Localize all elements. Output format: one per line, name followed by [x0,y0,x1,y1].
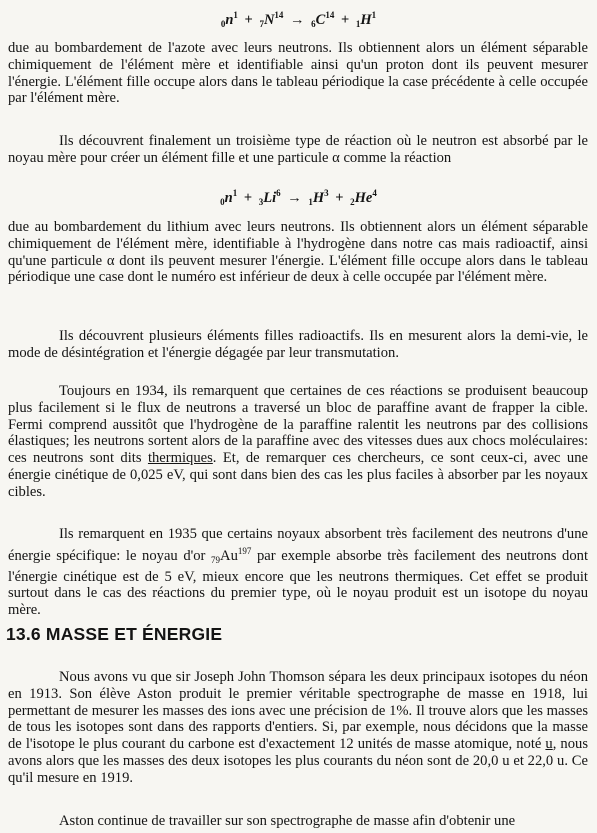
mass-spectrograph-text-end: , nous avons alors que les masses des deux isotopes les plus courants du néon sont de 20,0 u et 22,0 u. Ce qu'il mesure en 1919. [8,736,588,786]
mass-spectrograph-text-start: Nous avons vu que sir Joseph John Thomson sépara les deux principaux isotopes du néon en 1913. Son élève Aston produit le premier véritable spectrographe de masse en 1918, lui permettant de mesurer les masses des ions avec une précision de 1%. Il trouve alors que les masses de tous les isotopes sont dans des rapports d'entiers. Si, par exemple, nous décidons que la masse de l'isotope le plus courant du carbone est d'exactement 12 unités de masse atomique, noté [8,669,588,753]
paragraph-third-reaction-type [8,133,588,167]
gold-mass-number: 197 [237,545,252,556]
paragraph-nitrogen-bombardment: due au bombardement de l'azote avec leurs neutrons. Ils obtiennent alors un élément séparable chimiquement de l'élément mère et identifiable ainsi qu'un proton dont ils peuvent mesurer l'énergie. L'élément fille occupe alors dans le tableau périodique la case précédente à celle occupée par l'élément mère. [8,40,588,107]
eq2-term2-sup: 6 [276,188,281,198]
eq1-term2-prefix: 7 [259,19,264,29]
eq2-plus-1: + [243,190,253,206]
eq1-term1-sup: 1 [233,10,238,20]
eq2-term3-sup: 3 [324,188,329,198]
eq1-term4-prefix: 1 [355,19,361,29]
eq2-plus-2: + [335,190,344,206]
gold-symbol: Au [220,547,238,564]
eq1-term4: H [360,12,372,28]
eq1-plus-1: + [244,12,253,28]
eq1-term2-sup: 14 [274,10,284,20]
eq1-term4-sup: 1 [371,10,377,20]
paragraph-aston-continues [8,813,588,830]
eq1-term2: N [263,12,275,28]
thermal-neutrons-text-end: . Et, de remarquer ces chercheurs, ce sont ceux-ci, avec une énergie cinétique de 0,025 eV, qui sont dans bien des cas les plus faciles à absorber par les noyaux cibles. [8,450,588,500]
eq1-arrow: → [290,12,305,28]
paragraph-third-reaction-text: Ils découvrent finalement un troisième type de réaction où le neutron est absorbé par le noyau mère pour créer un élément fille et une particule α comme la réaction [8,133,588,166]
eq2-term1-prefix: 0 [220,197,225,207]
eq2-term3: H [312,190,325,206]
eq2-term2-prefix: 3 [258,197,264,207]
specific-energy-text-end: par exemple absorbe très facilement des neutrons dont l'énergie cinétique est de 5 eV, mieux encore que les neutrons thermiques. Cet effet se produit surtout dans le cas des réactions du premier type, où le noyau produit est un isotope du noyau mère. [8,547,588,619]
paragraph-radioactive-daughters [8,328,588,362]
eq1-plus-2: + [340,12,350,28]
eq1-term3-prefix: 6 [311,19,316,29]
eq1-term1: n [225,12,234,28]
equation-neutron-lithium [0,188,597,207]
equation-neutron-nitrogen [0,10,597,29]
term-thermiques: thermiques [147,450,213,467]
paragraph-lithium-bombardment: due au bombardement du lithium avec leurs neutrons. Ils obtiennent alors un élément séparable chimiquement de l'élément mère, identifiable à l'hydrogène dans notre cas mais radioactif, ainsi qu'une particule α dont ils peuvent mesurer l'énergie. L'élément fille occupe alors dans le tableau périodique une case dont le numéro est inférieur de deux à celle occupée par l'élément mère. [8,219,588,286]
paragraph-aston-continues-text: Aston continue de travailler sur son spectrographe de masse afin d'obtenir une [59,813,516,829]
paragraph-radioactive-daughters-text: Ils découvrent plusieurs éléments filles radioactifs. Ils en mesurent alors la demi-vie, le mode de désintégration et l'énergie dégagée par leur transmutation. [8,328,588,361]
paragraph-thermal-neutrons [8,383,588,501]
eq2-term4-prefix: 2 [350,197,355,207]
eq2-term2: Li [263,190,277,206]
thermal-neutrons-text-start: Toujours en 1934, ils remarquent que certaines de ces réactions se produisent beaucoup plus facilement si le flux de neutrons a traversé un bloc de paraffine avant de frapper la cible. Fermi comprend aussitôt que l'hydrogène de la paraffine ralentit les neutrons par des collisions élastiques; les neutrons sortent alors de la paraffine avec des vitesses dues aux chocs moléculaires: ces neutrons sont dits [8,383,588,467]
specific-energy-text-start: Ils remarquent en 1935 que certains noyaux absorbent très facilement des neutrons d'une énergie spécifique: le noyau d'or [8,526,588,564]
eq2-term1: n [224,190,233,206]
eq2-arrow: → [287,190,302,206]
eq2-term1-sup: 1 [232,188,238,198]
gold-atomic-number: 79 [211,554,221,565]
eq1-term3-sup: 14 [325,10,335,20]
eq2-term3-prefix: 1 [308,197,313,207]
paragraph-specific-energy-absorption [8,526,588,619]
eq1-term3: C [315,12,326,28]
eq2-term4: He [354,190,373,206]
eq2-term4-sup: 4 [372,188,377,198]
term-unit-u: u [545,736,553,753]
eq1-term1-prefix: 0 [220,19,226,29]
section-heading: 13.6 MASSE ET ÉNERGIE [6,624,223,644]
paragraph-mass-spectrograph [8,669,588,787]
